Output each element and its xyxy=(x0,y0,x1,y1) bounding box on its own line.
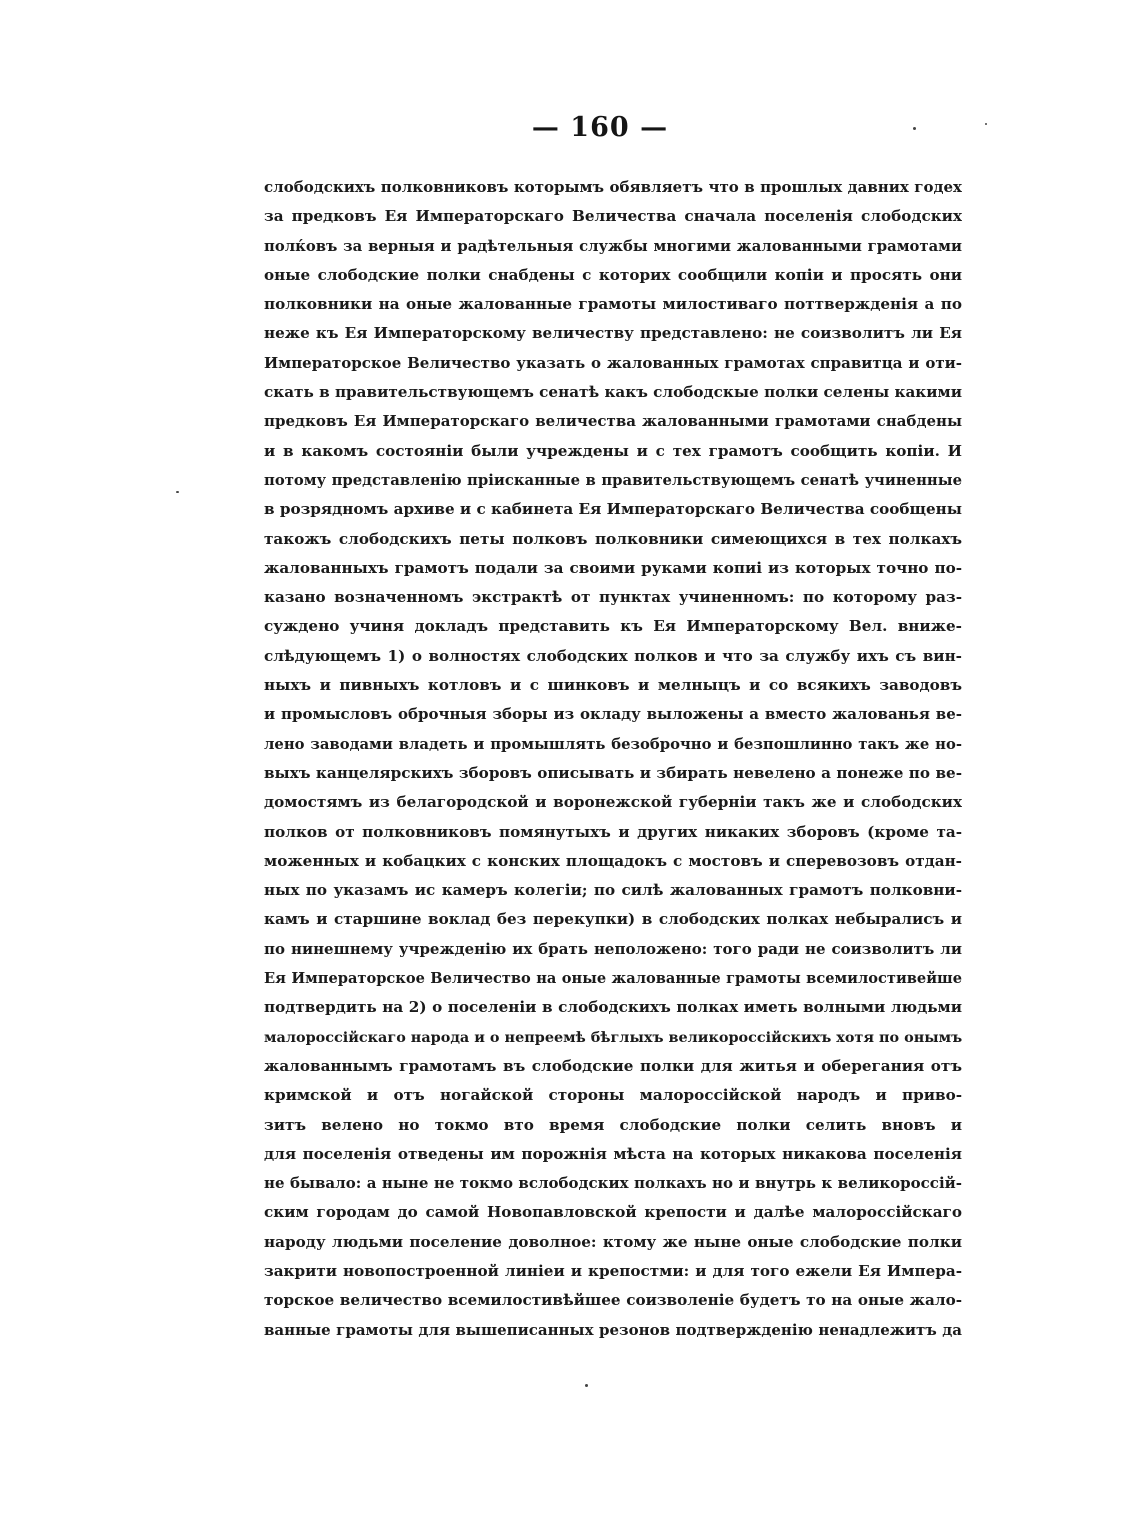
text-line: потому представленію пріисканные в правительствующемъ сенатѣ учиненные xyxy=(264,471,962,489)
text-line: за предковъ Ея Императорскаго Величества сначала поселенія слободских xyxy=(264,207,962,226)
text-line: полковники на оные жалованные грамоты милостиваго поттвержденія а по xyxy=(264,295,962,314)
text-line: моженных и кобацких с конских площадокъ с мостовъ и сперевозовъ отдан- xyxy=(264,851,962,870)
text-line: домостямъ из белагородской и воронежской губерніи такъ же и слободских xyxy=(264,793,962,812)
page-number: — 160 — xyxy=(531,112,669,143)
text-line: ныхъ и пивныхъ котловъ и с шинковъ и мелныцъ и со всякихъ заводовъ xyxy=(264,676,962,695)
body-text xyxy=(264,173,962,1345)
text-line: и в какомъ состояніи были учреждены и с тех грамотъ сообщить копіи. И xyxy=(264,441,962,460)
text-line: торское величество всемилостивѣйшее соизволеніе будетъ то на оные жало- xyxy=(264,1291,962,1310)
text-line: и промысловъ оброчныя зборы из окладу выложены а вместо жалованья ве- xyxy=(264,705,962,724)
text-line: подтвердить на 2) о поселеніи в слободскихъ полках иметь волными людьми xyxy=(264,998,962,1017)
text-line: ванные грамоты для вышеписанных резонов подтвержденію ненадлежитъ да xyxy=(264,1320,962,1339)
text-line: по нинешнему учрежденію их брать неположено: того ради не соизволитъ ли xyxy=(264,939,962,958)
text-line: Императорское Величество указать о жалованных грамотах справитца и оти- xyxy=(264,353,962,372)
text-line: кримской и отъ ногайской стороны малороссійской народъ и приво- xyxy=(264,1086,962,1105)
text-line: скать в правительствующемъ сенатѣ какъ слободскые полки селены какими xyxy=(264,383,962,402)
text-line: закрити новопостроенной линіеи и крепостми: и для того ежели Ея Импера- xyxy=(264,1261,962,1280)
text-line: камъ и старшине воклад без перекупки) в слободских полках небыралисъ и xyxy=(264,910,962,929)
text-line: неже къ Ея Императорскому величеству представлено: не соизволитъ ли Ея xyxy=(264,324,962,343)
text-line: в розрядномъ архиве и с кабинета Ея Императорскаго Величества сообщены xyxy=(264,500,962,519)
print-speck xyxy=(913,127,916,130)
text-line: жалованныхъ грамотъ подали за своими руками копиі из которых точно по- xyxy=(264,558,962,577)
text-line: жалованнымъ грамотамъ въ слободские полки для житья и оберегания отъ xyxy=(264,1056,962,1075)
text-line: ных по указамъ ис камеръ колегіи; по силѣ жалованных грамотъ полковни- xyxy=(264,881,962,900)
text-line: предковъ Ея Императорскаго величества жалованными грамотами снабдены xyxy=(264,412,962,431)
print-speck xyxy=(176,491,179,493)
text-line: такожъ слободскихъ петы полковъ полковники симеющихся в тех полкахъ xyxy=(264,529,962,548)
text-line: полќовъ за верныя и радѣтельныя службы многими жалованными грамотами xyxy=(264,237,962,255)
text-line: для поселенія отведены им порожнія мѣста на которых никакова поселенія xyxy=(264,1144,962,1163)
text-line: суждено учиня докладъ представить къ Ея Императорскому Вел. вниже- xyxy=(264,617,962,636)
print-speck xyxy=(985,123,987,125)
text-line: Ея Императорское Величество на оные жалованные грамоты всемилостивейше xyxy=(264,970,962,988)
text-line: слѣдующемъ 1) о волностях слободских полков и что за службу ихъ съ вин- xyxy=(264,646,962,665)
print-speck xyxy=(585,1384,588,1387)
text-line: казано возначенномъ экстрактѣ от пунктах учиненномъ: по которому раз- xyxy=(264,588,962,607)
text-line: лено заводами владеть и промышлять безоброчно и безпошлинно такъ же но- xyxy=(264,735,962,753)
text-line: не бывало: а ныне не токмо вслободских полкахъ но и внутрь к великороссій- xyxy=(264,1174,962,1193)
text-line: слободскихъ полковниковъ которымъ обявляетъ что в прошлых давних годех xyxy=(264,178,962,196)
text-line: народу людьми поселение доволное: ктому же ныне оные слободские полки xyxy=(264,1232,962,1251)
text-line: выхъ канцелярскихъ зборовъ описывать и збирать невелено а понеже по ве- xyxy=(264,763,962,782)
text-line: оные слободские полки снабдены с которих сообщили копіи и просять они xyxy=(264,265,962,284)
text-line: малороссійскаго народа и о непреемѣ бѣглыхъ великороссійскихъ хотя по онымъ xyxy=(264,1028,962,1046)
text-line: ским городам до самой Новопавловской крепости и далѣе малороссійскаго xyxy=(264,1203,962,1222)
text-line: зитъ велено но токмо вто время слободские полки селить вновъ и xyxy=(264,1115,962,1134)
text-line: полков от полковниковъ помянутыхъ и других никаких зборовъ (кроме та- xyxy=(264,822,962,841)
